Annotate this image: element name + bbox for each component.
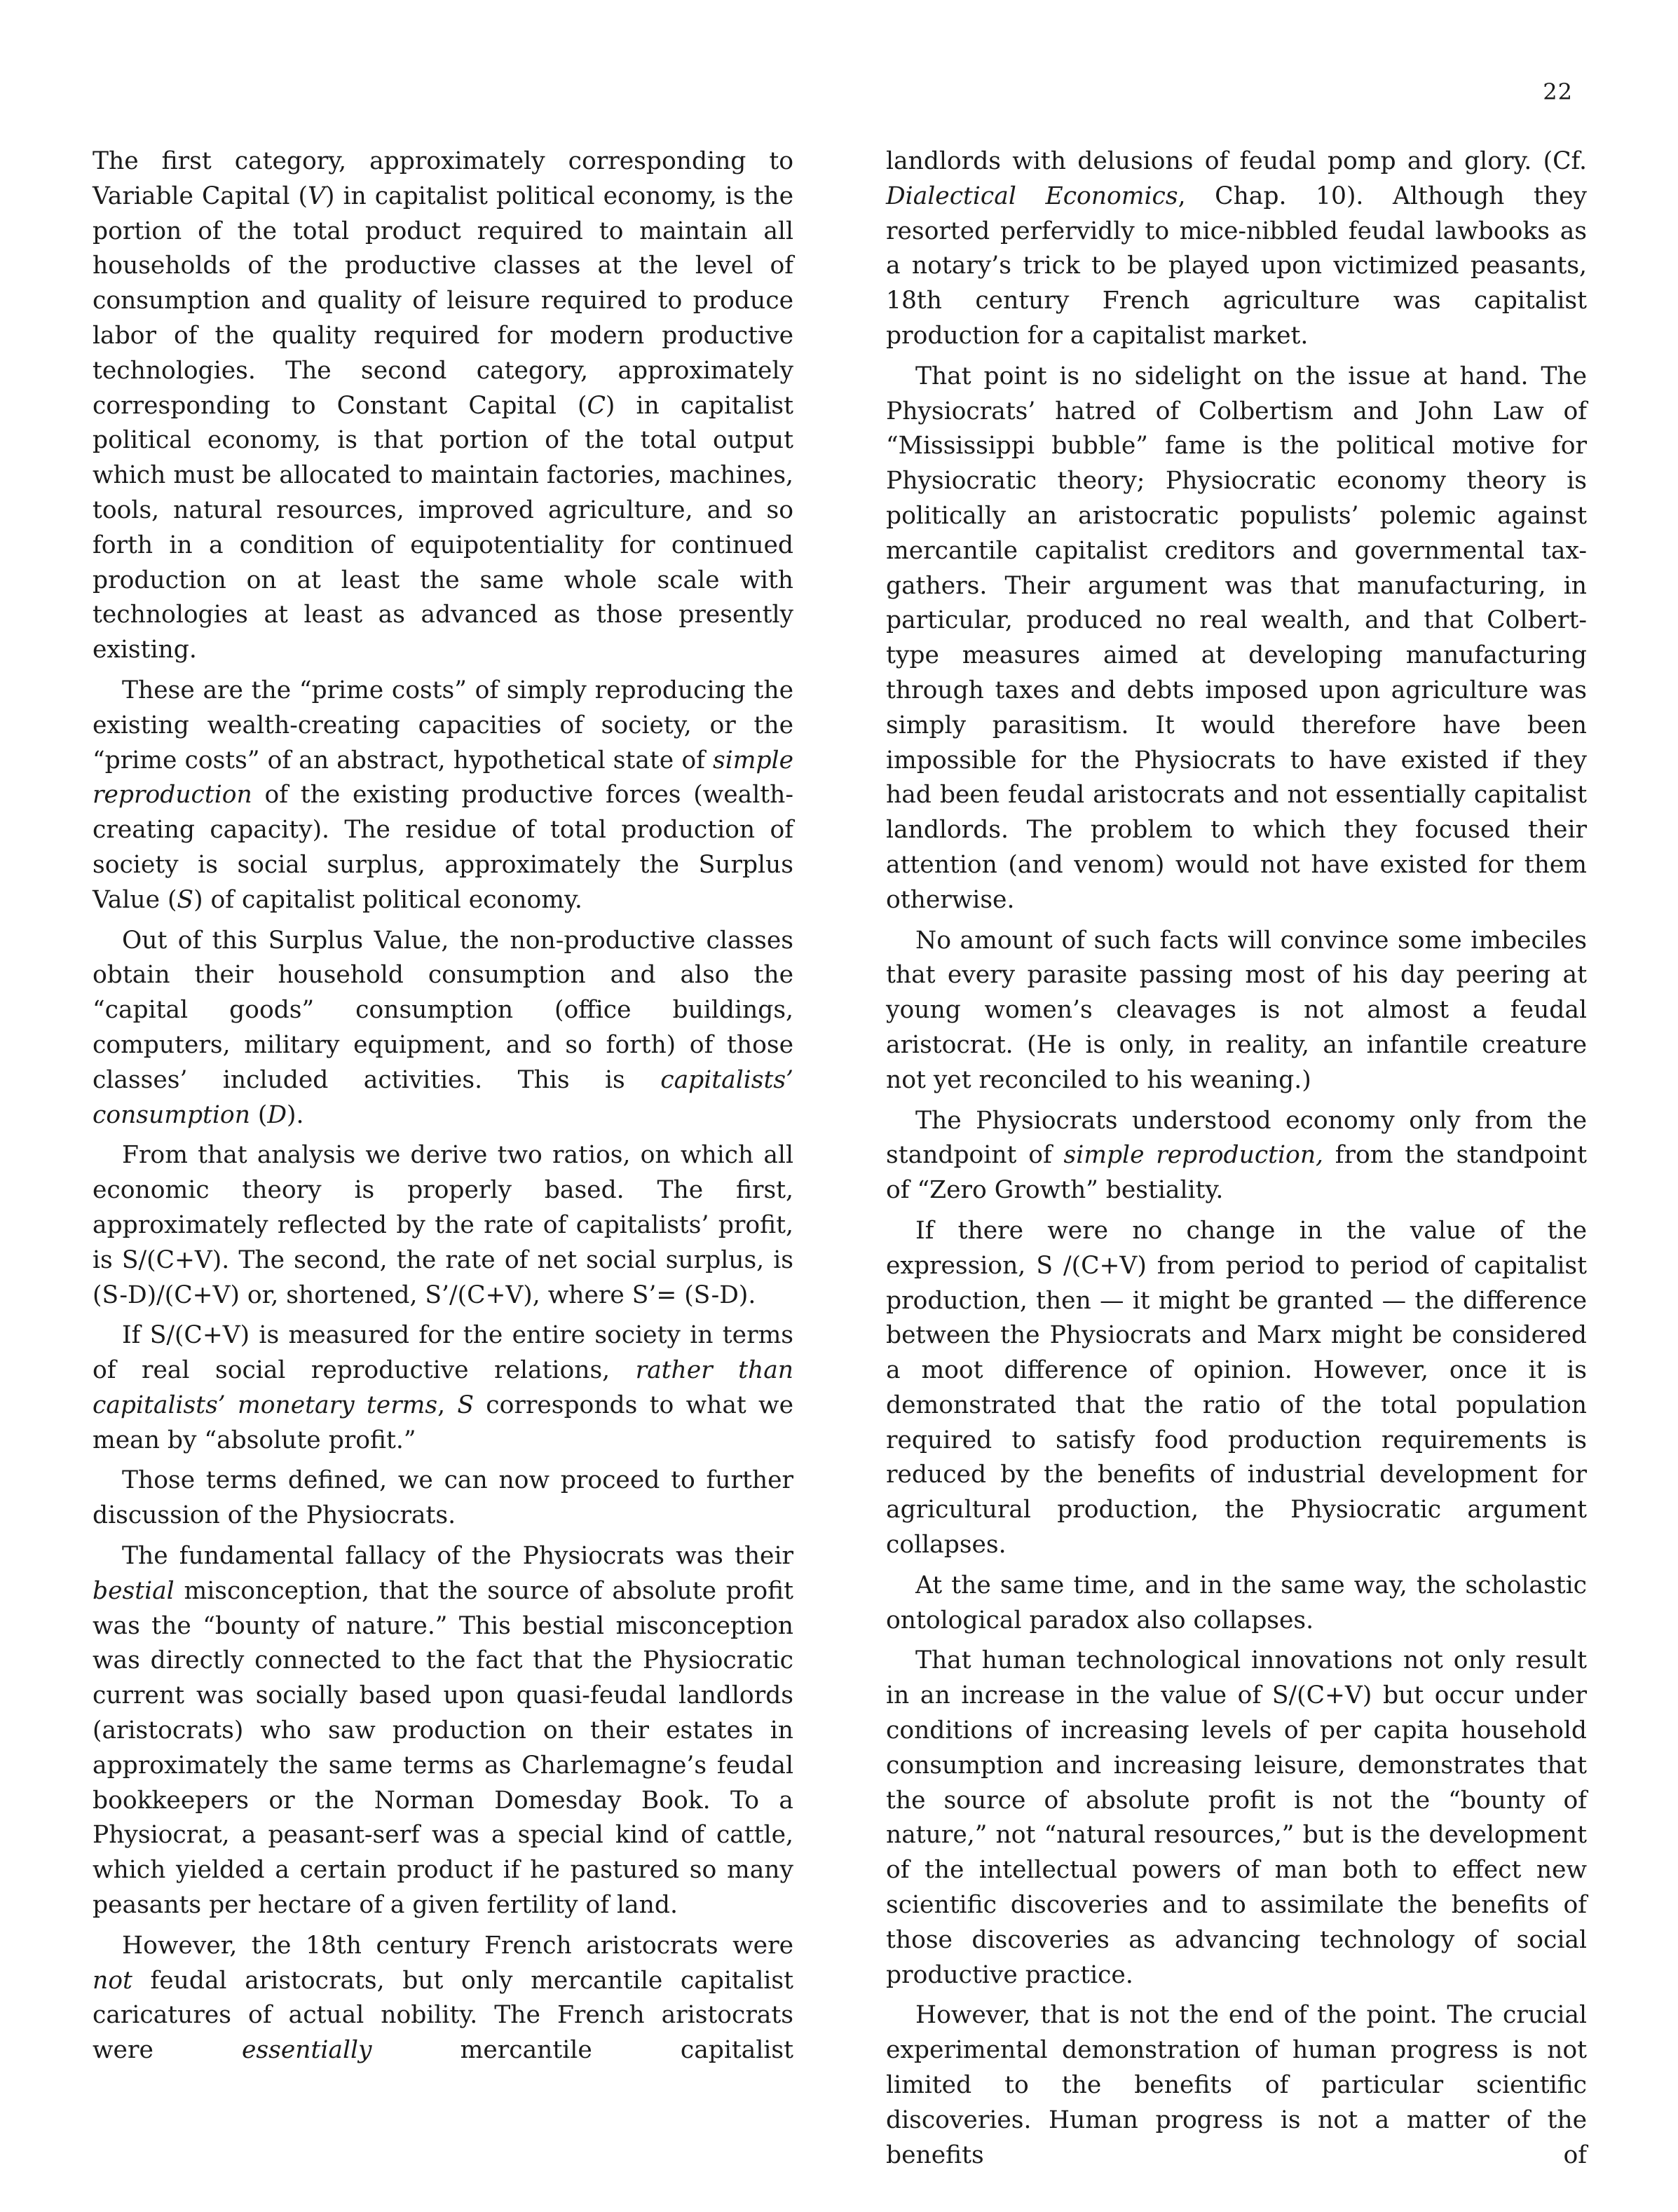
paragraph-ratio-change: If there were no change in the value of the expression, S /(C+V) from period to period of capitalist production, then — it might be granted — the difference between the Physiocrats and Marx might be considered a moot difference of opinion. However, once it is demonstrated that the ratio of the total population required to satisfy food production requirements is reduced by the benefits of industrial development for agricultural production, the Physiocratic argument collapses. bbox=[886, 1216, 1587, 1559]
paragraph-landlords-delusions: landlords with delusions of feudal pomp and glory. (Cf. Dialectical Economics, Chap. 10). Although they resorted perfervidly to mice-nibbled feudal lawbooks as a notary’s trick to be played upon victimized peasants, 18th century French agriculture was capitalist production for a capitalist market. bbox=[886, 147, 1588, 350]
paragraph-imbeciles: No amount of such facts will convince some imbeciles that every parasite passing most of his day peering at young women’s cleavages is not almost a feudal aristocrat. (He is only, in reality, an infantile creature not yet reconciled to his weaning.) bbox=[886, 926, 1587, 1094]
page-number: 22 bbox=[1543, 78, 1573, 105]
paragraph-fundamental-fallacy: The fundamental fallacy of the Physiocrats was their bestial misconception, that the source of absolute profit was the “bounty of nature.” This bestial misconception was directly connected to the fact that the Physiocratic current was socially based upon quasi-feudal landlords (aristocrats) who saw production on their estates in approximately the same terms as Charlemagne’s feudal bookkeepers or the Norman Domesday Book. To a Physiocrat, a peasant-serf was a special kind of cattle, which yielded a certain product if he pastured so many peasants per hectare of a given fertility of land. bbox=[93, 1542, 793, 1920]
right-column bbox=[886, 144, 1587, 2178]
paragraph-terms-defined: Those terms defined, we can now proceed to further discussion of the Physiocrats. bbox=[93, 1466, 793, 1530]
paragraph-variable-constant-capital: The first category, approximately corresponding to Variable Capital (V) in capitalist political economy, is the portion of the total product required to maintain all households of the productive classes at the level of consumption and quality of leisure required to produce labor of the quality required for modern productive technologies. The second category, approximately corresponding to Constant Capital (C) in capitalist political economy, is that portion of the total output which must be allocated to maintain factories, machines, tools, natural resources, improved agriculture, and so forth in a condition of equipotentiality for continued production on at least the same whole scale with technologies at least as advanced as those presently existing. bbox=[93, 147, 794, 664]
paragraph-human-progress: However, that is not the end of the point. The crucial experimental demonstration of human progress is not limited to the benefits of particular scientific discoveries. Human progress is not a matter of the benefits of bbox=[886, 2001, 1587, 2169]
paragraph-french-aristocrats: However, the 18th century French aristocrats were not feudal aristocrats, but only mercantile capitalist caricatures of actual nobility. The French aristocrats were essentially mercantile capitalist bbox=[93, 1931, 793, 2065]
paragraph-capitalists-consumption: Out of this Surplus Value, the non-productive classes obtain their household consumption and also the “capital goods” consumption (office buildings, computers, military equipment, and so forth) of those classes’ included activities. This is capitalists’ consumption (D). bbox=[93, 926, 793, 1129]
paragraph-absolute-profit: If S/(C+V) is measured for the entire society in terms of real social reproductive relations, rather than capitalists’ monetary terms, S corresponds to what we mean by “absolute profit.” bbox=[93, 1321, 793, 1454]
paragraph-colbertism: That point is no sidelight on the issue at hand. The Physiocrats’ hatred of Colbertism and John Law of “Mississippi bubble” fame is the political motive for Physiocratic theory; Physiocratic economy theory is politically an aristocratic populists’ polemic against mercantile capitalist creditors and governmental tax-gathers. Their argument was that manufacturing, in particular, produced no real wealth, and that Colbert-type measures aimed at developing manufacturing through taxes and debts imposed upon agriculture was simply parasitism. It would therefore have been impossible for the Physiocrats to have existed if they had been feudal aristocrats and not essentially capitalist landlords. The problem to which they focused their attention (and venom) would not have existed for them otherwise. bbox=[886, 362, 1587, 914]
paragraph-technological-innovations: That human technological innovations not only result in an increase in the value of S/(C+V) but occur under conditions of increasing levels of per capita household consumption and increasing leisure, demonstrates that the source of absolute profit is not the “bounty of nature,” not “natural resources,” but is the development of the intellectual powers of man both to effect new scientific discoveries and to assimilate the benefits of those discoveries as advancing technology of social productive practice. bbox=[886, 1646, 1587, 1989]
paragraph-prime-costs: These are the “prime costs” of simply reproducing the existing wealth-creating capacities of society, or the “prime costs” of an abstract, hypothetical state of simple reproduction of the existing productive forces (wealth-creating capacity). The residue of total production of society is social surplus, approximately the Surplus Value (S) of capitalist political economy. bbox=[93, 676, 793, 914]
paragraph-two-ratios: From that analysis we derive two ratios, on which all economic theory is properly based. The first, approximately reflected by the rate of capitalists’ profit, is S/(C+V). The second, the rate of net social surplus, is (S-D)/(C+V) or, shortened, S’/(C+V), where S’= (S-D). bbox=[93, 1141, 793, 1309]
paragraph-scholastic-paradox: At the same time, and in the same way, the scholastic ontological paradox also collapses. bbox=[886, 1571, 1587, 1634]
paragraph-simple-reproduction: The Physiocrats understood economy only from the standpoint of simple reproduction, from the standpoint of “Zero Growth” bestiality. bbox=[886, 1106, 1587, 1205]
left-column bbox=[93, 144, 793, 2178]
two-column-body bbox=[93, 144, 1587, 2178]
